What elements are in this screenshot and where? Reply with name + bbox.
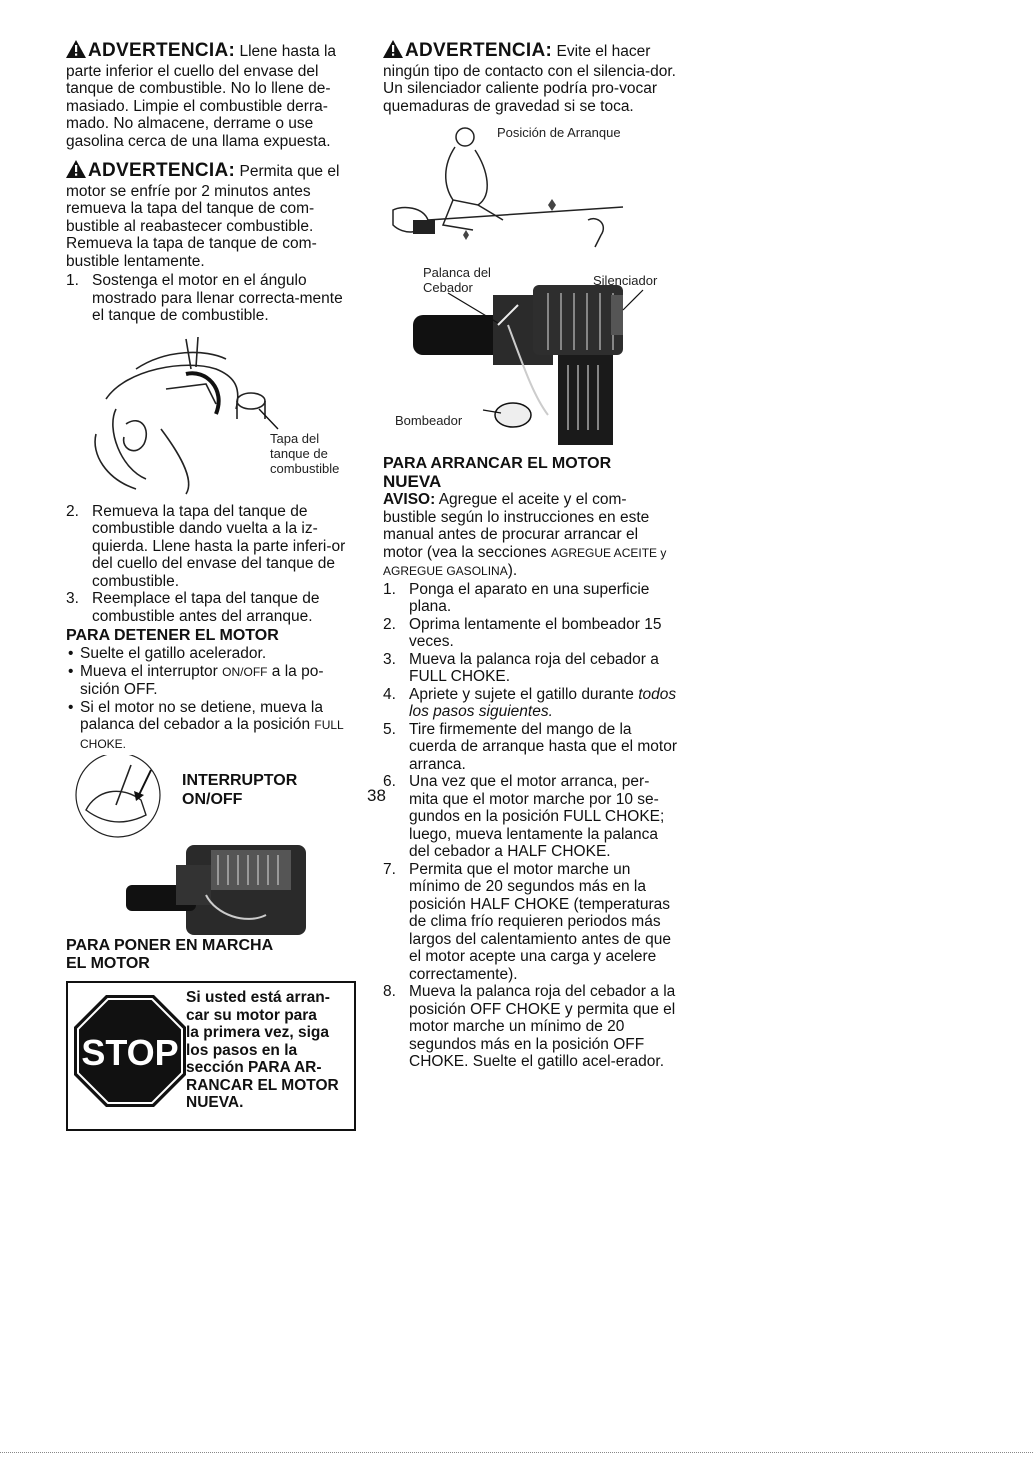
stop-notice-text: Si usted está arran- car su motor para la primera vez, siga los pasos en la sección PARA AR- RANCAR EL MOTOR NUEVA.: [186, 989, 339, 1111]
list-item: 1. Ponga el aparato en una superficie plana.: [383, 580, 650, 615]
stop-engine-list: [66, 645, 358, 753]
page-number: 38: [367, 786, 386, 805]
page-edge-rule: [0, 1452, 1033, 1454]
warning-fuel-fill: [66, 40, 358, 150]
start-engine-heading: PARA PONER EN MARCHA EL MOTOR: [66, 937, 274, 972]
fuel-tank-figure: [66, 329, 358, 497]
stop-sign-icon: [72, 993, 188, 1109]
start-position-label: Posición de Arranque: [497, 125, 621, 140]
warning-triangle-icon: [66, 160, 86, 183]
warning-lead: Permita que el: [239, 163, 340, 180]
start-new-engine-heading: PARA ARRANCAR EL MOTOR NUEVA: [383, 455, 612, 491]
emphasis-text: todos los pasos siguientes.: [409, 685, 677, 720]
switch-figure: [66, 755, 358, 941]
muffler-label: Silenciador: [593, 273, 658, 288]
fuel-steps-a: [66, 272, 358, 325]
list-item: 3. Mueva la palanca roja del cebador a FULL CHOKE.: [383, 650, 659, 685]
stop-sign-text: STOP: [81, 1032, 179, 1073]
warning-cool-engine: [66, 160, 358, 270]
choke-lever-label: Palanca del Cebador: [423, 265, 491, 295]
warning-triangle-icon: [383, 40, 403, 63]
list-item: 4. Apriete y sujete el gatillo durante todos los pasos siguientes.: [383, 685, 677, 720]
list-item: 7. Permita que el motor marche un mínimo de 20 segundos más en la posición HALF CHOKE (temperaturas de clima frío requieren periodos más largos del calentamiento antes de que el motor acepte una carga y acelere correctamente).: [383, 860, 671, 983]
warning-body: parte inferior el cuello del envase del tanque de combustible. No lo llene de-masiado. Limpie el combustible derra-mado. No almacene, derrame o use gasolina cerca de una llama expuesta.: [66, 62, 331, 150]
start-steps: [383, 581, 678, 1071]
notice-paragraph: AVISO: Agregue el aceite y el com-bustible según lo instrucciones en este manual antes de procurar arrancar el motor (vea la secciones AGREGUE ACEITE y AGREGUE GASOLINA).: [383, 491, 667, 579]
engine-figure: [383, 265, 678, 451]
list-item: 6. Una vez que el motor arranca, per-mita que el motor marche por 10 se-gundos en la posición FULL CHOKE; luego, mueva lentamente la palanca del cebador a HALF CHOKE.: [383, 773, 665, 860]
list-item: • Si el motor no se detiene, mueva la palanca del cebador a la posición FULL CHOKE.: [66, 699, 358, 754]
switch-label: INTERRUPTOR ON/OFF: [182, 772, 298, 808]
warning-muffler: [383, 40, 678, 115]
list-item: 1. Sostenga el motor en el ángulo mostrado para llenar correcta-mente el tanque de combustible.: [66, 272, 343, 324]
right-column: [383, 40, 678, 1071]
left-column: [66, 40, 358, 1131]
list-item: 8. Mueva la palanca roja del cebador a la posición OFF CHOKE y permita que el motor marche un mínimo de 20 segundos más en la posición OFF CHOKE. Suelte el gatillo acel-erador.: [383, 983, 676, 1070]
warning-body: motor se enfríe por 2 minutos antes remueva la tapa del tanque de com-bustible al reabastecer combustible. Remueva la tapa de tanque de com-bustible lentamente.: [66, 182, 317, 270]
warning-heading: ADVERTENCIA:: [88, 160, 236, 181]
stop-notice-box: [66, 981, 356, 1131]
fuel-cap-label: Tapa del tanque de combustible: [270, 430, 340, 476]
start-position-illustration: [383, 125, 678, 257]
warning-heading: ADVERTENCIA:: [88, 40, 236, 61]
start-position-figure: [383, 125, 678, 257]
list-item: • Mueva el interruptor ON/OFF a la po-sición OFF.: [66, 663, 358, 699]
list-item: • Suelte el gatillo acelerador.: [66, 645, 358, 663]
list-item: 2. Oprima lentamente el bombeador 15 veces.: [383, 615, 662, 650]
warning-triangle-icon: [66, 40, 86, 63]
primer-label: Bombeador: [395, 413, 463, 428]
list-item: 2. Remueva la tapa del tanque de combustible dando vuelta a la iz-quierda. Llene hasta la parte inferi-or del cuello del envase del tanque de combustible.: [66, 502, 346, 590]
warning-lead: Evite el hacer: [556, 43, 651, 60]
list-item: 3. Reemplace el tapa del tanque de combustible antes del arranque.: [66, 590, 320, 625]
warning-body: ningún tipo de contacto con el silencia-dor. Un silenciador caliente podría pro-vocar quemaduras de gravedad si se toca.: [383, 62, 676, 115]
warning-heading: ADVERTENCIA:: [405, 40, 553, 61]
fuel-steps-b: [66, 503, 358, 626]
stop-engine-heading: PARA DETENER EL MOTOR: [66, 627, 279, 644]
list-item: 5. Tire firmemente del mango de la cuerda de arranque hasta que el motor arranca.: [383, 720, 677, 773]
warning-lead: Llene hasta la: [239, 43, 337, 60]
